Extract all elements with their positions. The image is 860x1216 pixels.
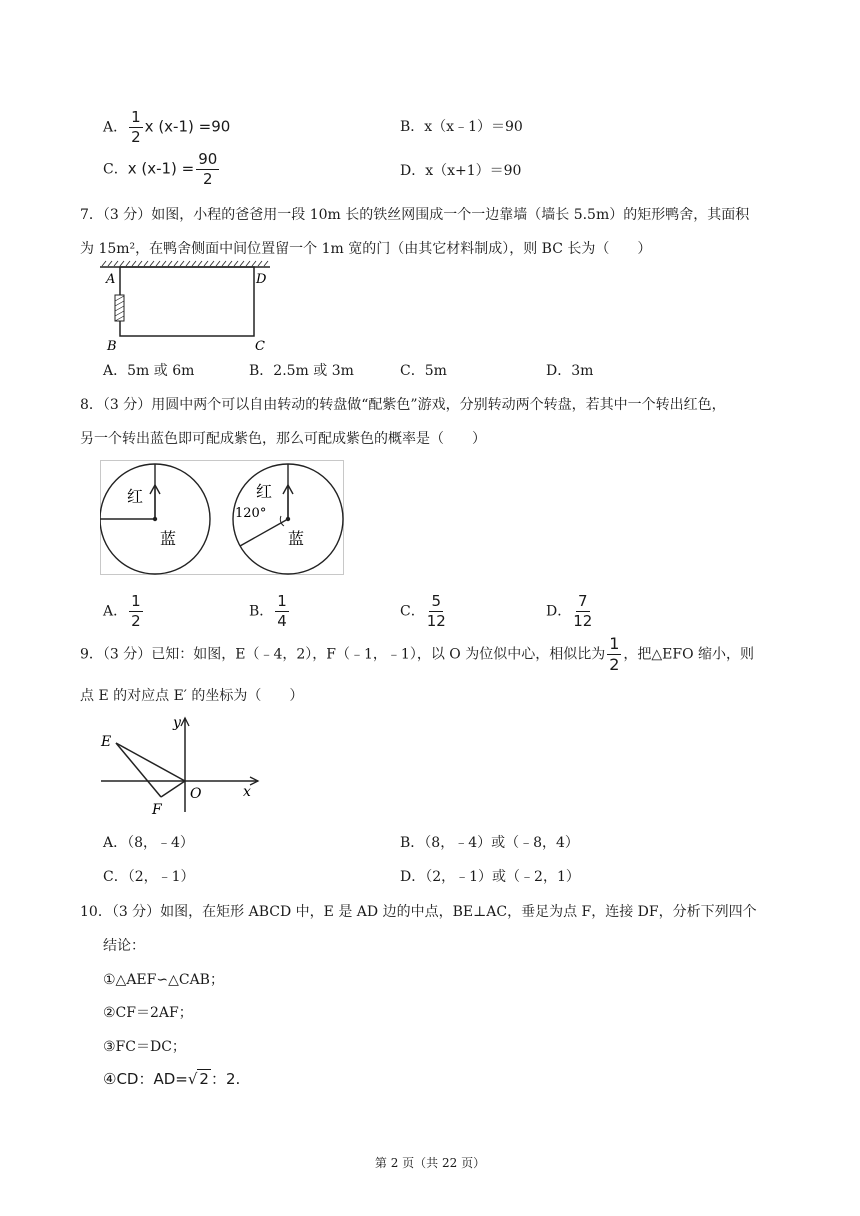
q9-label-f: F [152, 802, 162, 818]
q7-option-d: D．3m [546, 363, 594, 379]
q6-a-label: A． [103, 119, 128, 136]
q6-c-num: 90 [198, 150, 218, 168]
q8-b-num: 1 [277, 592, 287, 610]
right-angle-label: 120° [235, 506, 267, 521]
q6-c-fraction [196, 152, 219, 187]
q6-c-left: x (x-1) = [127, 159, 195, 178]
q8-c-den: 12 [426, 612, 446, 630]
q10-text-line2: 结论： [103, 938, 145, 954]
q7-duck-pen-figure [98, 260, 278, 354]
right-blue-label: 蓝 [288, 529, 305, 548]
q7-option-a: A．5m 或 6m [103, 363, 195, 379]
q10-conclusion-4 [103, 1068, 240, 1089]
q8-spinners-figure [100, 460, 346, 576]
q6-a-rest: x (x-1) =90 [144, 117, 231, 136]
q6-a-num: 1 [131, 108, 141, 126]
q6-c-den: 2 [203, 170, 213, 188]
q8-a-label: A． [103, 603, 128, 620]
q7-label-d: D [256, 272, 267, 287]
q9-label-e: E [101, 734, 112, 750]
q9-option-a: A．（8，﹣4） [103, 835, 194, 851]
q6-option-b: B．x（x﹣1）＝90 [400, 119, 523, 135]
q8-d-fraction [573, 594, 592, 629]
q6-a-den: 2 [131, 128, 141, 146]
q10-c4-post: ：2. [210, 1070, 241, 1088]
q8-b-label: B． [249, 603, 274, 620]
q9-text-line2: 点 E 的对应点 E′ 的坐标为（ ） [80, 688, 304, 704]
q7-label-a: A [106, 272, 116, 287]
q7-label-b: B [107, 339, 117, 354]
q8-d-den: 12 [573, 612, 593, 630]
q8-a-fraction [129, 594, 143, 629]
q9-text-line1 [80, 636, 754, 673]
spinner-right [233, 464, 343, 574]
q8-d-num: 7 [578, 592, 588, 610]
right-red-label: 红 [256, 482, 273, 501]
q9-coordinate-figure [98, 712, 264, 822]
q7-text-line1: 7．（3 分）如图，小程的爸爸用一段 10m 长的铁丝网围成一个一边靠墙（墙长 5.5m）的矩形鸭舍，其面积 [80, 207, 750, 223]
q8-c-label: C． [400, 603, 425, 620]
q10-text-line1: 10．（3 分）如图，在矩形 ABCD 中，E 是 AD 边的中点，BE⊥AC，垂足为点 F，连接 DF，分析下列四个 [80, 904, 757, 920]
q6-c-label: C． [103, 161, 128, 178]
q9-label-x: x [243, 784, 251, 800]
q10-conclusion-1: ①△AEF∽△CAB； [103, 972, 224, 988]
spinner-left [100, 464, 210, 574]
q9-label-y: y [173, 715, 181, 731]
sqrt-sign: √ [187, 1070, 198, 1088]
q9-option-b: B．（8，﹣4）或（﹣8，4） [400, 835, 579, 851]
q10-conclusion-3: ③FC＝DC； [103, 1039, 186, 1055]
q6-option-c [103, 152, 221, 187]
q8-text-line1: 8．（3 分）用圆中两个可以自由转动的转盘做“配紫色”游戏，分别转动两个转盘，若其中一个转出红色， [80, 397, 726, 413]
q7-option-c: C．5m [400, 363, 447, 379]
q7-label-c: C [255, 339, 265, 354]
left-red-label: 红 [127, 487, 144, 506]
q10-conclusion-2: ②CF＝2AF； [103, 1005, 193, 1021]
q8-b-den: 4 [277, 612, 287, 630]
q7-text-line2: 为 15m²，在鸭舍侧面中间位置留一个 1m 宽的门（由其它材料制成），则 BC 长为（ ） [80, 241, 652, 257]
q9-ratio-num: 1 [609, 634, 620, 653]
q10-c4-sqrt-value: 2 [199, 1070, 209, 1088]
q8-c-num: 5 [431, 592, 442, 610]
q8-option-b [249, 594, 291, 629]
q9-line1-post: ，把△EFO 缩小，则 [623, 646, 755, 663]
q9-option-c: C．（2，﹣1） [103, 869, 195, 885]
q9-line1-pre: 9．（3 分）已知：如图，E（﹣4，2），F（﹣1，﹣1），以 O 为位似中心，相似比为 [80, 646, 606, 663]
page-footer: 第 2 页（共 22 页） [374, 1156, 486, 1170]
q8-option-c [400, 594, 448, 629]
q10-c4-pre: ④CD：AD= [103, 1070, 188, 1088]
q8-b-fraction [275, 594, 289, 629]
q8-option-d [546, 594, 594, 629]
q8-option-a [103, 594, 145, 629]
q8-a-den: 2 [131, 612, 141, 630]
q9-label-o: O [190, 786, 202, 802]
q9-option-d: D．（2，﹣1）或（﹣2，1） [400, 869, 580, 885]
q9-ratio-fraction [607, 636, 621, 673]
q8-d-label: D． [546, 603, 572, 620]
left-blue-label: 蓝 [160, 529, 177, 548]
q9-ratio-den: 2 [609, 655, 620, 674]
q8-a-num: 1 [131, 592, 141, 610]
q8-c-fraction [427, 594, 446, 629]
q6-option-d: D．x（x+1）＝90 [400, 163, 522, 179]
q8-text-line2: 另一个转出蓝色即可配成紫色，那么可配成紫色的概率是（ ） [80, 431, 486, 447]
q7-option-b: B．2.5m 或 3m [249, 363, 354, 379]
q6-a-fraction [129, 110, 143, 145]
q6-option-a [103, 110, 230, 145]
